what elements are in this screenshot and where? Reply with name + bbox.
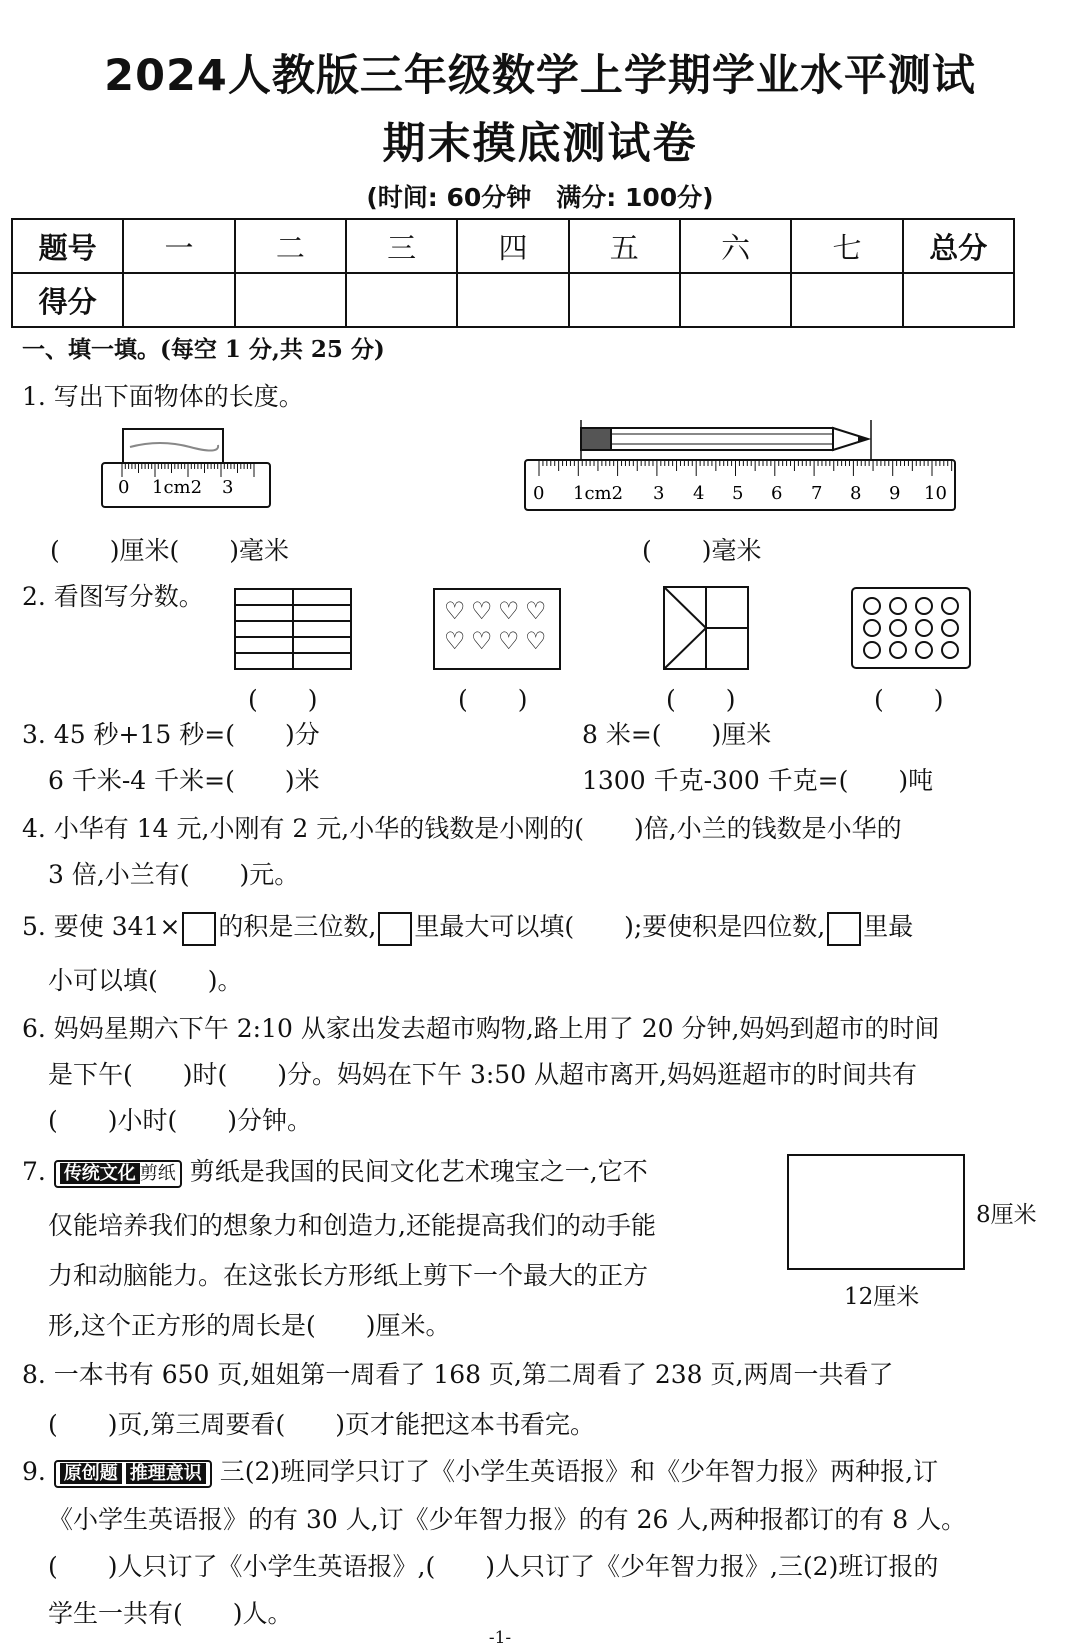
question-9-line4: 学生一共有( )人。 [48,1599,293,1628]
ruler-tick-label: 6 [771,483,783,504]
score-cell[interactable] [235,273,346,327]
question-5-part: 5. 要使 341× [22,912,181,941]
question-3-line2-left: 6 千米-4 千米=( )米 [48,766,320,795]
question-5-part: 里最 [863,912,914,941]
score-header-cell: 六 [680,219,791,273]
page-number: -1- [488,1628,512,1648]
question-5-part: 的积是三位数, [218,912,377,941]
ruler-tick-label: 1cm2 [573,483,624,504]
score-header-cell: 五 [569,219,680,273]
heart-icon: ♡ [444,627,466,655]
score-header-cell: 总分 [903,219,1014,273]
fraction-figure-stripes [233,587,353,671]
ruler-tick-label: 3 [222,477,234,498]
ruler-tick-label: 0 [118,477,130,498]
ruler-tick-label: 3 [653,483,665,504]
ruler-tick-label: 10 [924,483,947,504]
ruler-tick-label: 1cm2 [152,477,203,498]
heart-icon: ♡ [471,597,493,625]
score-cell[interactable] [680,273,791,327]
question-5-line2: 小可以填( )。 [48,966,243,995]
score-header-cell: 二 [235,219,346,273]
score-table [11,218,1015,328]
question-3-line1-left: 3. 45 秒+15 秒=( )分 [22,720,320,749]
question-1-text: 1. 写出下面物体的长度。 [22,382,304,411]
ruler-tick-label: 7 [811,483,823,504]
score-header-cell: 一 [123,219,234,273]
heart-icon: ♡ [444,597,466,625]
rectangle-width-label: 12厘米 [844,1284,920,1310]
question-5-line1 [22,910,913,946]
pencil-body [611,428,833,450]
score-cell[interactable] [569,273,680,327]
score-row-label: 得分 [12,273,123,327]
tag-traditional-culture: 传统文化 剪纸 [54,1160,182,1188]
answer-box[interactable] [378,912,412,946]
heart-icon: ♡ [471,627,493,655]
question-9-line1 [22,1455,938,1489]
question-8-line1: 8. 一本书有 650 页,姐姐第一周看了 168 页,第二周看了 238 页,两周一共看了 [22,1360,894,1389]
question-6-line3: ( )小时( )分钟。 [48,1106,313,1135]
ruler-tick-label: 9 [889,483,901,504]
question-7-line3: 力和动脑能力。在这张长方形纸上剪下一个最大的正方 [48,1261,649,1290]
score-header-cell: 四 [457,219,568,273]
score-header-row [12,219,1014,273]
question-6-line1: 6. 妈妈星期六下午 2:10 从家出发去超市购物,路上用了 20 分钟,妈妈到超市的时间 [22,1014,940,1043]
heart-icon: ♡ [525,627,547,655]
question-1-answer-left: ( )厘米( )毫米 [50,536,290,565]
question-7-text: 剪纸是我国的民间文化艺术瑰宝之一,它不 [189,1157,648,1186]
answer-box[interactable] [182,912,216,946]
question-9-line2: 《小学生英语报》的有 30 人,订《少年智力报》的有 26 人,两种报都订的有 8 人。 [48,1505,967,1534]
eraser-ruler-figure [100,425,275,513]
question-1-answer-right: ( )毫米 [642,536,762,565]
ruler-tick-label: 8 [850,483,862,504]
tag-original-question: 原创题 推理意识 [54,1460,212,1488]
exam-subtitle: 期末摸底测试卷 [382,119,698,169]
question-7-line1 [22,1155,648,1189]
score-header-cell: 题号 [12,219,123,273]
question-3-line1-right: 8 米=( )厘米 [582,720,772,749]
score-value-row [12,273,1014,327]
fraction-figure-hearts [432,587,562,671]
question-3-line2-right: 1300 千克-300 千克=( )吨 [582,766,934,795]
score-cell[interactable] [457,273,568,327]
score-cell[interactable] [903,273,1014,327]
question-4-line2: 3 倍,小兰有( )元。 [48,860,300,889]
question-7-line4: 形,这个正方形的周长是( )厘米。 [48,1311,451,1340]
heart-icon: ♡ [498,627,520,655]
pencil-eraser-end [581,428,611,450]
question-2-text: 2. 看图写分数。 [22,582,204,611]
fraction-figure-circles [850,586,972,670]
question-2-answer: ( ) [458,685,528,714]
score-cell[interactable] [123,273,234,327]
question-9-line3: ( )人只订了《小学生英语报》,( )人只订了《少年智力报》,三(2)班订报的 [48,1552,939,1581]
score-cell[interactable] [791,273,902,327]
ruler-tick-label: 0 [533,483,545,504]
question-7-number: 7. [22,1157,46,1186]
question-2-answer: ( ) [666,685,736,714]
question-4-line1: 4. 小华有 14 元,小刚有 2 元,小华的钱数是小刚的( )倍,小兰的钱数是小华的 [22,814,902,843]
question-8-line2: ( )页,第三周要看( )页才能把这本书看完。 [48,1410,595,1439]
heart-icon: ♡ [498,597,520,625]
question-2-answer: ( ) [874,685,944,714]
rectangle-height-label: 8厘米 [976,1202,1037,1228]
exam-meta: (时间: 60分钟 满分: 100分) [366,183,714,212]
exam-title: 2024人教版三年级数学上学期学业水平测试 [104,51,976,101]
question-9-number: 9. [22,1457,46,1486]
question-9-text: 三(2)班同学只订了《小学生英语报》和《少年智力报》两种报,订 [219,1457,939,1486]
rectangle-paper-figure [786,1153,966,1271]
pencil-ruler-figure [523,420,958,514]
ruler-tick-label: 4 [693,483,705,504]
question-2-answer: ( ) [248,685,318,714]
answer-box[interactable] [827,912,861,946]
question-6-line2: 是下午( )时( )分。妈妈在下午 3:50 从超市离开,妈妈逛超市的时间共有 [48,1060,917,1089]
score-cell[interactable] [346,273,457,327]
question-5-part: 里最大可以填( );要使积是四位数, [414,912,826,941]
score-header-cell: 七 [791,219,902,273]
question-7-line2: 仅能培养我们的想象力和创造力,还能提高我们的动手能 [48,1211,656,1240]
score-header-cell: 三 [346,219,457,273]
fraction-figure-square [662,585,750,671]
section-heading: 一、填一填。(每空 1 分,共 25 分) [22,336,385,363]
ruler-tick-label: 5 [732,483,744,504]
heart-icon: ♡ [525,597,547,625]
